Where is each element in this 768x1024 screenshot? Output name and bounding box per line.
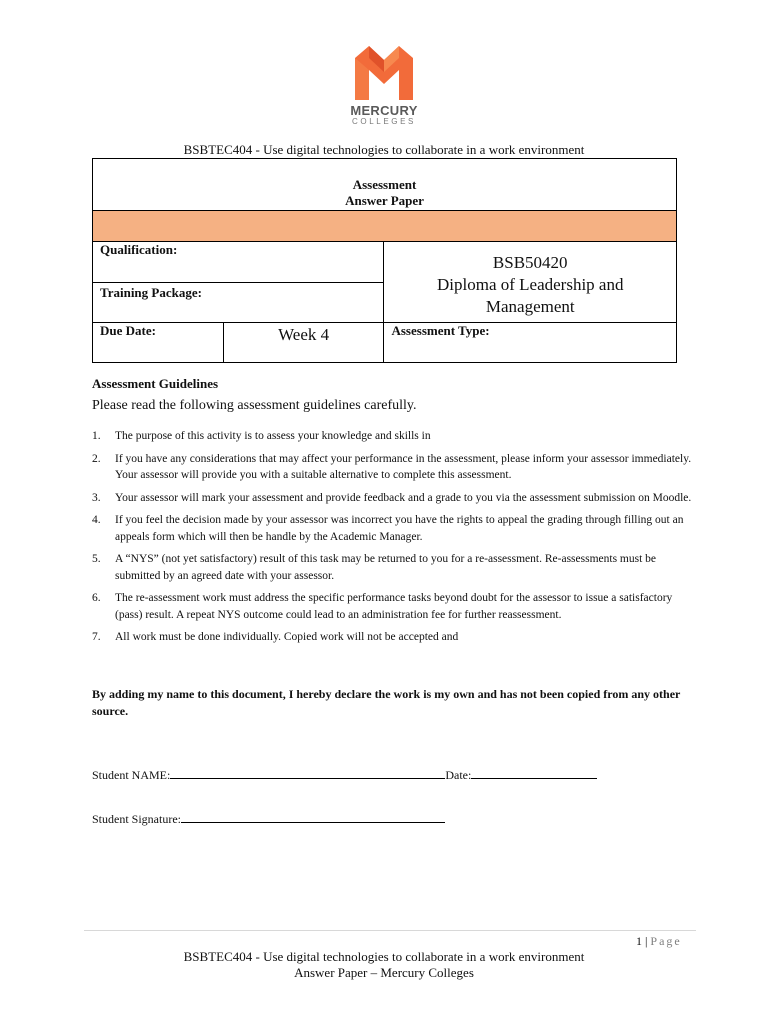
list-item-number: 5.	[92, 553, 101, 565]
qualification-value-cell	[384, 242, 677, 323]
list-item-text: The re-assessment work must address the specific performance tasks beyond doubt for the assessor to issue a satisfactory (pass) result. A repeat NYS outcome could lead to an administration fee for further reassessment.	[115, 592, 673, 621]
footer-line1: BSBTEC404 - Use digital technologies to collaborate in a work environment	[183, 949, 585, 964]
training-package-label-cell	[93, 283, 384, 323]
qualification-code: BSB50420	[492, 253, 568, 272]
list-item-text: All work must be done individually. Copied work will not be accepted and	[115, 631, 459, 643]
mercury-logo-icon	[353, 44, 415, 102]
footer-line2: Answer Paper – Mercury Colleges	[294, 965, 474, 980]
qualification-label: Qualification:	[100, 242, 178, 257]
list-item-number: 1.	[92, 430, 101, 442]
list-item	[92, 428, 692, 445]
unit-title: BSBTEC404 - Use digital technologies to collaborate in a work environment	[183, 142, 585, 157]
logo-subtitle: COLLEGES	[352, 117, 416, 126]
list-item	[92, 551, 692, 584]
form-title-line2: Answer Paper	[345, 193, 424, 208]
list-item	[92, 490, 692, 507]
student-name-label: Student NAME:	[92, 768, 171, 782]
assessment-type-label: Assessment Type:	[391, 323, 490, 338]
page-number-separator: |	[645, 934, 648, 948]
mercury-colleges-logo	[0, 44, 768, 127]
declaration-text: By adding my name to this document, I hereby declare the work is my own and has not been copied from any other source.	[92, 687, 681, 718]
due-date-label: Due Date:	[100, 323, 156, 338]
due-date-label-cell	[93, 323, 224, 363]
list-item	[92, 512, 692, 545]
student-name-row	[92, 766, 597, 783]
list-item-text: Your assessor will mark your assessment and provide feedback and a grade to you via the assessment submission on Moodle.	[115, 491, 692, 504]
logo-wordmark: MERCURY	[350, 103, 418, 118]
training-package-label: Training Package:	[100, 285, 202, 300]
list-item-number: 7.	[92, 631, 101, 643]
form-title-cell	[93, 159, 677, 211]
list-item-text: A “NYS” (not yet satisfactory) result of this task may be returned to you for a re-assessment. Re-assessments must be submitted by an agreed date with your assessor.	[115, 553, 657, 582]
assessment-info-table	[92, 158, 677, 363]
list-item-text: If you have any considerations that may affect your performance in the assessment, please inform your assessor immediately. Your assessor will provide you with a suitable alternative to complete this assessment.	[115, 452, 692, 481]
student-signature-label: Student Signature:	[92, 812, 181, 826]
student-name-field[interactable]	[170, 766, 445, 779]
due-date-value-cell	[223, 323, 384, 363]
header-color-bar	[93, 211, 677, 242]
qualification-name-line2: Management	[485, 297, 575, 316]
list-item-number: 6.	[92, 592, 101, 604]
page-word: Page	[650, 934, 682, 948]
guidelines-intro: Please read the following assessment guidelines carefully.	[92, 398, 417, 413]
date-label: Date:	[445, 768, 472, 782]
guidelines-heading: Assessment Guidelines	[92, 376, 219, 391]
list-item	[92, 451, 692, 484]
page-number	[636, 934, 682, 949]
list-item-text: The purpose of this activity is to assess your knowledge and skills in	[115, 430, 431, 442]
student-signature-row	[92, 810, 445, 827]
list-item	[92, 629, 692, 646]
date-field[interactable]	[471, 766, 597, 779]
due-date-value: Week 4	[278, 325, 330, 344]
footer-divider	[84, 930, 696, 931]
list-item	[92, 590, 692, 623]
form-title-line1: Assessment	[352, 177, 417, 192]
list-item-text: If you feel the decision made by your assessor was incorrect you have the rights to appeal the grading through filling out an appeals form which will then be handle by the Academic Manager.	[115, 514, 684, 543]
page-number-value: 1	[636, 934, 642, 948]
qualification-name-line1: Diploma of Leadership and	[437, 275, 624, 294]
list-item-number: 3.	[92, 491, 101, 504]
page-footer	[0, 949, 768, 981]
list-item-number: 4.	[92, 514, 101, 526]
assessment-type-cell	[384, 323, 677, 363]
qualification-label-cell	[93, 242, 384, 283]
student-signature-field[interactable]	[181, 810, 445, 823]
guidelines-list	[92, 428, 692, 652]
list-item-number: 2.	[92, 452, 101, 465]
